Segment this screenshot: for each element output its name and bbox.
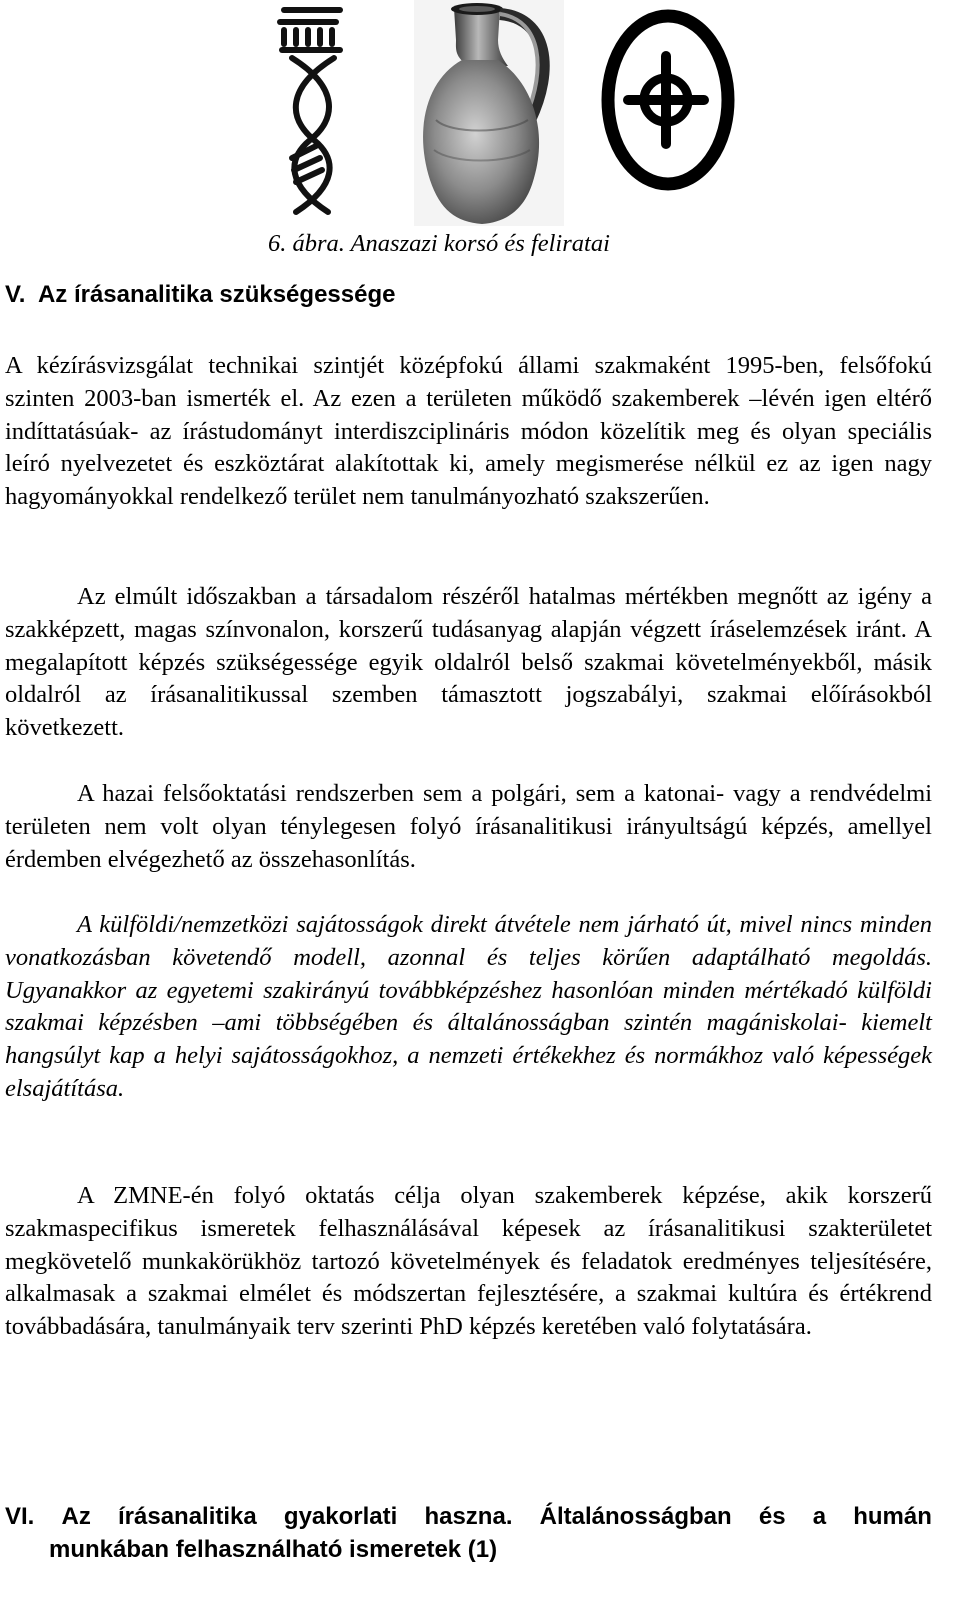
paragraph-4: A külföldi/nemzetközi sajátosságok direkt átvétele nem járható út, mivel nincs minden vonatkozásban követendő modell, azonnal és teljes körűen adaptálható megoldás. Ugyanakkor az egyetemi szakirányú továbbképzéshez hasonlóan minden mértékadó külföldi szakmai képzésben –ami többségében és általánosságban szintén magániskolai- kiemelt hangsúlyt kap a helyi sajátosságokhoz, a nemzeti értékekhez és normákhoz való képességek elsajátítása. [5,911,932,1102]
figure-caption: 6. ábra. Anaszazi korsó és feliratai [268,230,610,257]
heading-word: Az [61,1503,91,1530]
section-number: V. [5,281,26,308]
anasazi-jar-image [414,0,564,226]
section-title: Az írásanalitika szükségessége [37,281,396,308]
paragraph-3: A hazai felsőoktatási rendszerben sem a polgári, sem a katonai- vagy a rendvédelmi területen nem volt olyan ténylegesen folyó írásanalitikusi irányultságú képzés, amellyel érdemben elvégezhető az összehasonlítás. [5,780,932,873]
heading-word: és [758,1503,786,1530]
heading-word: haszna. [424,1503,513,1530]
section-number: VI. [5,1503,35,1530]
heading-word: humán [853,1503,932,1530]
figure-anasazi-jar [236,0,746,230]
section-heading-6-line2: munkában felhasználható ismeretek (1) [49,1536,498,1563]
paragraph-5: A ZMNE-én folyó oktatás célja olyan szakemberek képzése, akik korszerű szakmaspecifikus ismeretek felhasználásával képesek az írásanalitikusi szakterületet megkövetelő munkakörükhöz tartozó követelmények és feladatok eredményes teljesítésére, alkalmasak a szakmai elmélet és módszertan fejlesztésére, a szakmai kultúra és értékrend továbbadására, tanulmányaik terv szerinti PhD képzés keretében való folytatására. [5,1182,932,1341]
heading-word: Általánosságban [539,1503,732,1530]
section-heading-6-line1 [5,1500,932,1533]
heading-word: a [812,1503,827,1530]
paragraph-1: A kézírásvizsgálat technikai szintjét középfokú állami szakmaként 1995-ben, felsőfokú szinten 2003-ban ismerték el. Az ezen a területen működő szakemberek –lévén igen eltérő indíttatásúak- az írástudományt interdiszciplináris módon közelítik meg és olyan speciális leíró nyelvezetet és eszköztárat alakítottak ki, amely megismerése nélkül ez az igen nagy hagyományokkal rendelkező terület nem tanulmányozható szakszerűen. [5,352,932,511]
glyph-inscription-icon [280,10,340,212]
figure-graphic [236,0,746,230]
section-heading-6 [5,1500,932,1566]
heading-word: gyakorlati [283,1503,398,1530]
paragraph-2: Az elmúlt időszakban a társadalom részéről hatalmas mértékben megnőtt az igény a szakképzett, magas színvonalon, korszerű tudásanyag alapján végzett íráselemzések iránt. A megalapított képzés szükségessége egyik oldalról belső szakmai követelményekből, másik oldalról az írásanalitikussal szemben támasztott jogszabályi, szakmai előírásokból következett. [5,583,932,742]
circled-cross-icon [608,16,728,184]
heading-word: írásanalitika [118,1503,257,1530]
section-heading-5 [5,278,395,311]
